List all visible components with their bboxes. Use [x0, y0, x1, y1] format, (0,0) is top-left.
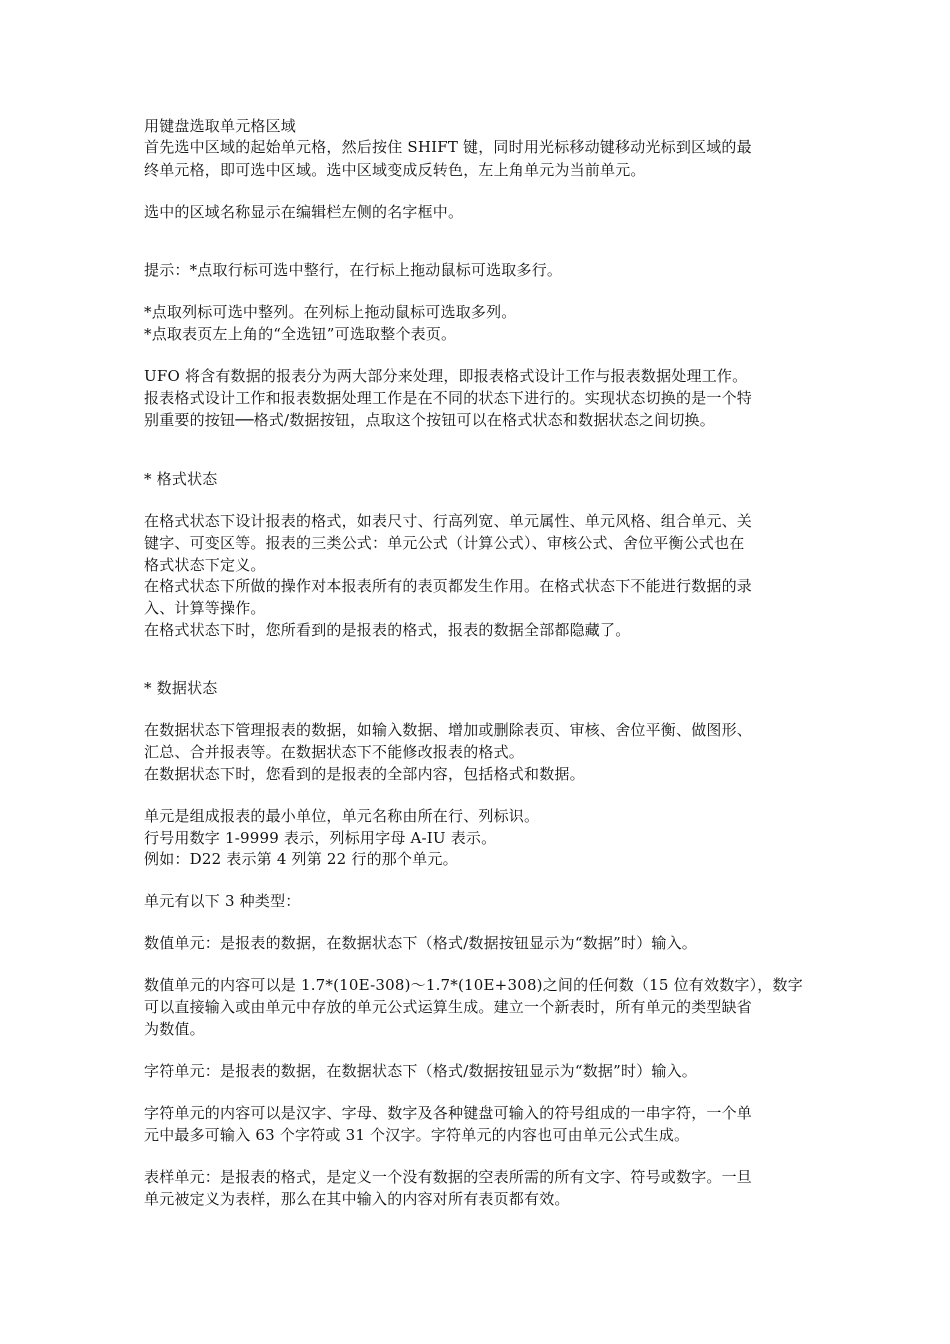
- paragraph-line: 行号用数字 1-9999 表示，列标用字母 A-IU 表示。: [144, 829, 497, 847]
- paragraph-line: 字符单元的内容可以是汉字、字母、数字及各种键盘可输入的符号组成的一串字符，一个单: [144, 1104, 753, 1122]
- paragraph-line: 单元被定义为表样，那么在其中输入的内容对所有表页都有效。: [144, 1190, 570, 1208]
- paragraph-line: 为数值。: [144, 1020, 205, 1038]
- section-heading: * 格式状态: [144, 470, 218, 488]
- paragraph-line: 格式状态下定义。: [144, 556, 266, 574]
- paragraph-line: 在格式状态下所做的操作对本报表所有的表页都发生作用。在格式状态下不能进行数据的录: [144, 577, 753, 595]
- paragraph-line: 单元是组成报表的最小单位，单元名称由所在行、列标识。: [144, 807, 540, 825]
- paragraph-line: 在格式状态下设计报表的格式，如表尺寸、行高列宽、单元属性、单元风格、组合单元、关: [144, 512, 753, 530]
- paragraph-line: 在数据状态下时，您看到的是报表的全部内容，包括格式和数据。: [144, 765, 585, 783]
- paragraph-line: 数值单元的内容可以是 1.7*(10E-308)～1.7*(10E+308)之间的任何数（15 位有效数字），数字: [144, 976, 803, 994]
- paragraph-line: 别重要的按钮──格式/数据按钮，点取这个按钮可以在格式状态和数据状态之间切换。: [144, 411, 715, 429]
- paragraph-line: 在数据状态下管理报表的数据，如输入数据、增加或删除表页、审核、舍位平衡、做图形、: [144, 721, 753, 739]
- paragraph-line: 在格式状态下时，您所看到的是报表的格式，报表的数据全部都隐藏了。: [144, 621, 631, 639]
- paragraph-line: 元中最多可输入 63 个字符或 31 个汉字。字符单元的内容也可由单元公式生成。: [144, 1126, 690, 1144]
- section-heading: * 数据状态: [144, 679, 218, 697]
- paragraph-line: 表样单元：是报表的格式，是定义一个没有数据的空表所需的所有文字、符号或数字。一旦: [144, 1168, 753, 1186]
- paragraph-line: 字符单元：是报表的数据，在数据状态下（格式/数据按钮显示为“数据”时）输入。: [144, 1062, 697, 1080]
- paragraph-line: 单元有以下 3 种类型：: [144, 892, 301, 910]
- section-heading: 用键盘选取单元格区域: [144, 117, 297, 135]
- paragraph-line: 键字、可变区等。报表的三类公式：单元公式（计算公式）、审核公式、舍位平衡公式也在: [144, 534, 745, 552]
- paragraph-line: 终单元格，即可选中区域。选中区域变成反转色，左上角单元为当前单元。: [144, 161, 646, 179]
- paragraph-line: 例如：D22 表示第 4 列第 22 行的那个单元。: [144, 850, 458, 868]
- paragraph-line: 选中的区域名称显示在编辑栏左侧的名字框中。: [144, 203, 464, 221]
- paragraph-line: 提示：*点取行标可选中整行，在行标上拖动鼠标可选取多行。: [144, 261, 563, 279]
- paragraph-line: 汇总、合并报表等。在数据状态下不能修改报表的格式。: [144, 743, 525, 761]
- paragraph-line: 首先选中区域的起始单元格，然后按住 SHIFT 键，同时用光标移动键移动光标到区域的最: [144, 138, 752, 156]
- paragraph-line: *点取表页左上角的“全选钮”可选取整个表页。: [144, 325, 457, 343]
- paragraph-line: 数值单元：是报表的数据，在数据状态下（格式/数据按钮显示为“数据”时）输入。: [144, 934, 697, 952]
- paragraph-line: 可以直接输入或由单元中存放的单元公式运算生成。建立一个新表时，所有单元的类型缺省: [144, 998, 753, 1016]
- paragraph-line: 入、计算等操作。: [144, 599, 266, 617]
- paragraph-line: 报表格式设计工作和报表数据处理工作是在不同的状态下进行的。实现状态切换的是一个特: [144, 389, 753, 407]
- paragraph-line: *点取列标可选中整列。在列标上拖动鼠标可选取多列。: [144, 303, 517, 321]
- paragraph-line: UFO 将含有数据的报表分为两大部分来处理，即报表格式设计工作与报表数据处理工作。: [144, 367, 748, 385]
